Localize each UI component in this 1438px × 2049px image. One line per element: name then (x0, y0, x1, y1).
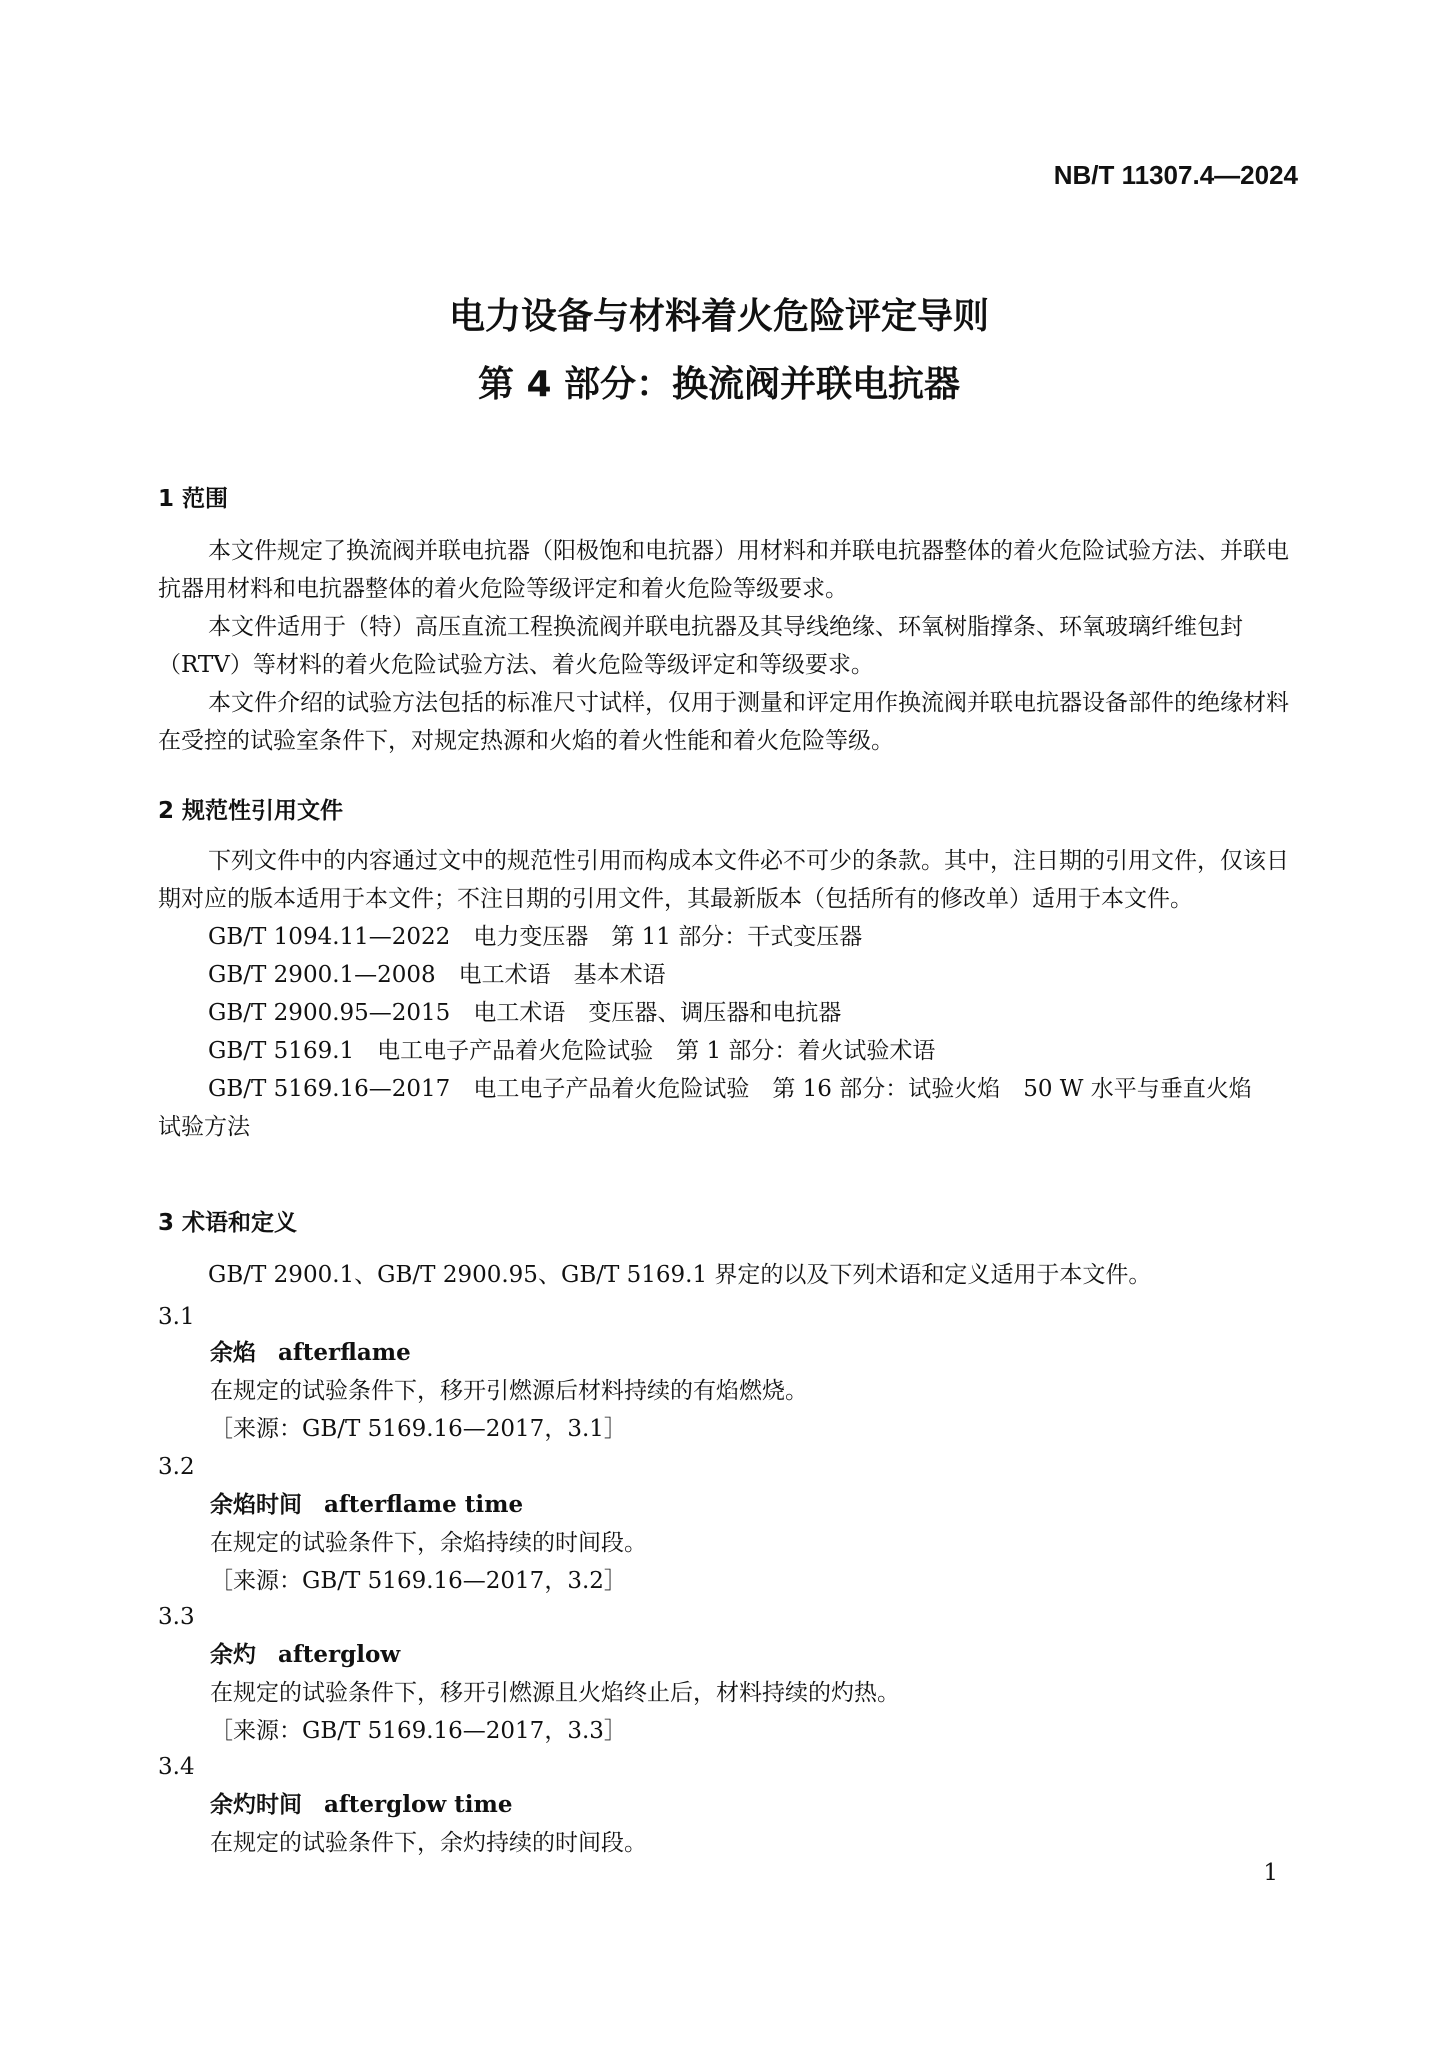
document-title-line1: 电力设备与材料着火危险评定导则 (448, 296, 989, 337)
term-zh: 余灼时间 (210, 1792, 302, 1818)
term-en: afterglow (278, 1641, 401, 1668)
reference-item: GB/T 1094.11—2022 电力变压器 第 11 部分：干式变压器 (208, 924, 863, 950)
term-entry (210, 1486, 647, 1600)
term-definition: 在规定的试验条件下，移开引燃源且火焰终止后，材料持续的灼热。 (210, 1680, 900, 1706)
section2-body (158, 842, 1298, 1146)
section1-heading: 1 范围 (158, 486, 229, 512)
term-en: afterflame time (324, 1491, 524, 1518)
section1-body (158, 532, 1298, 760)
term-source: ［来源：GB/T 5169.16—2017，3.1］ (210, 1416, 627, 1442)
standard-code: NB/T 11307.4—2024 (1053, 160, 1298, 190)
term-number: 3.4 (158, 1754, 195, 1780)
term-number: 3.2 (158, 1454, 195, 1480)
term-en: afterflame (278, 1339, 411, 1366)
term-number: 3.1 (158, 1304, 195, 1330)
term-source: ［来源：GB/T 5169.16—2017，3.2］ (210, 1568, 627, 1594)
term-definition: 在规定的试验条件下，余焰持续的时间段。 (210, 1530, 647, 1556)
section3-intro: GB/T 2900.1、GB/T 2900.95、GB/T 5169.1 界定的以及下列术语和定义适用于本文件。 (208, 1262, 1152, 1288)
term-entry (210, 1334, 808, 1448)
term-en: afterglow time (324, 1791, 513, 1818)
reference-item: GB/T 5169.16—2017 电工电子产品着火危险试验 第 16 部分：试验火焰 50 W 水平与垂直火焰 (208, 1076, 1252, 1102)
section2-intro: 下列文件中的内容通过文中的规范性引用而构成本文件必不可少的条款。其中，注日期的引用文件，仅该日期对应的版本适用于本文件；不注日期的引用文件，其最新版本（包括所有的修改单）适用于本文件。 (158, 848, 1289, 912)
term-entry (210, 1786, 647, 1862)
reference-item: GB/T 2900.1—2008 电工术语 基本术语 (208, 962, 666, 988)
reference-item-continuation: 试验方法 (158, 1114, 250, 1140)
term-number: 3.3 (158, 1604, 195, 1630)
page-number: 1 (1263, 1860, 1278, 1886)
term-definition: 在规定的试验条件下，移开引燃源后材料持续的有焰燃烧。 (210, 1378, 808, 1404)
reference-item: GB/T 5169.1 电工电子产品着火危险试验 第 1 部分：着火试验术语 (208, 1038, 936, 1064)
section1-paragraph: 本文件规定了换流阀并联电抗器（阳极饱和电抗器）用材料和并联电抗器整体的着火危险试验方法、并联电抗器用材料和电抗器整体的着火危险等级评定和着火危险等级要求。 (158, 538, 1289, 602)
section1-paragraph: 本文件适用于（特）高压直流工程换流阀并联电抗器及其导线绝缘、环氧树脂撑条、环氧玻璃纤维包封（RTV）等材料的着火危险试验方法、着火危险等级评定和等级要求。 (158, 614, 1243, 678)
section1-paragraph: 本文件介绍的试验方法包括的标准尺寸试样，仅用于测量和评定用作换流阀并联电抗器设备部件的绝缘材料在受控的试验室条件下，对规定热源和火焰的着火性能和着火危险等级。 (158, 690, 1289, 754)
term-entry (210, 1636, 900, 1750)
document-title-line2: 第 4 部分：换流阀并联电抗器 (477, 364, 961, 405)
term-zh: 余灼 (210, 1642, 256, 1668)
section3-intro-block (158, 1256, 1298, 1294)
term-zh: 余焰时间 (210, 1492, 302, 1518)
term-zh: 余焰 (210, 1340, 256, 1366)
section3-heading: 3 术语和定义 (158, 1210, 298, 1236)
reference-item: GB/T 2900.95—2015 电工术语 变压器、调压器和电抗器 (208, 1000, 842, 1026)
term-definition: 在规定的试验条件下，余灼持续的时间段。 (210, 1830, 647, 1856)
section2-heading: 2 规范性引用文件 (158, 798, 344, 824)
term-source: ［来源：GB/T 5169.16—2017，3.3］ (210, 1718, 627, 1744)
